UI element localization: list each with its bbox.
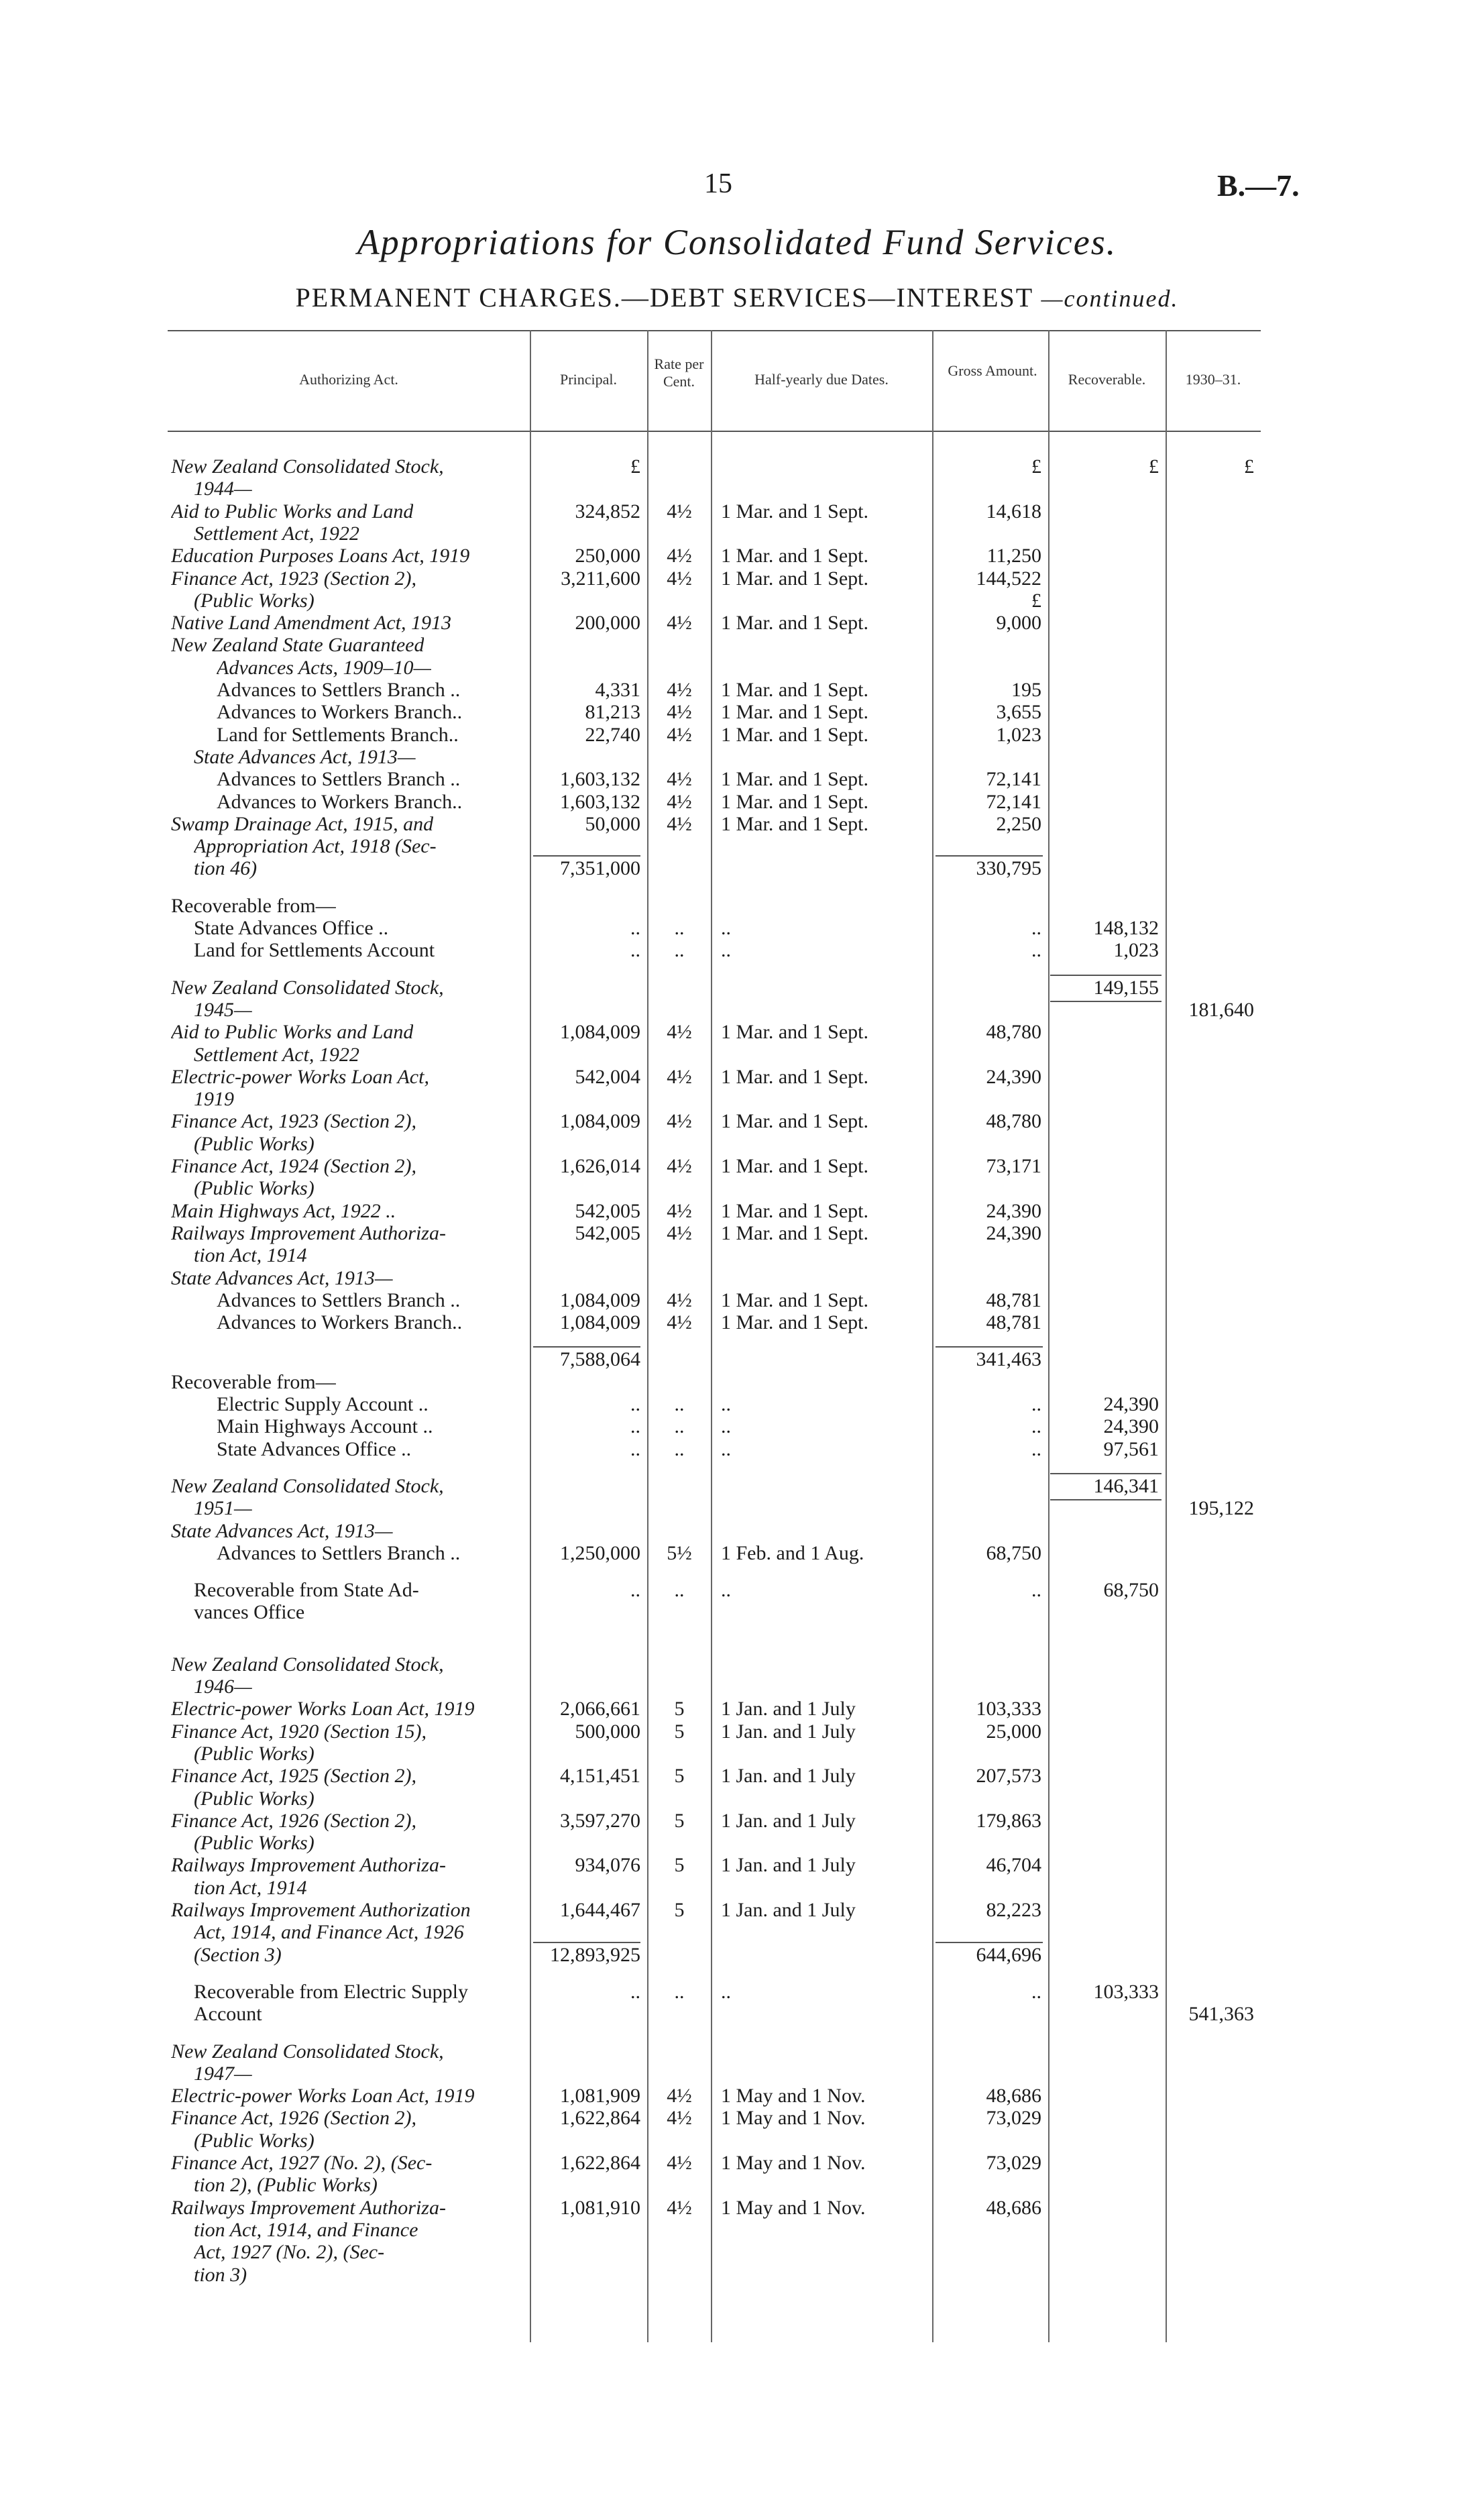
row-label: Aid to Public Works and Land	[171, 1022, 414, 1044]
cell-gross: 48,781	[986, 1311, 1041, 1334]
cell-rate: 5	[674, 1698, 685, 1720]
cell-gross: 103,333	[976, 1698, 1041, 1720]
cell-dates: 1 Mar. and 1 Sept.	[721, 1021, 868, 1044]
cell-principal: 250,000	[575, 545, 640, 567]
cell-gross: 195	[1011, 679, 1041, 701]
cell-recoverable: 24,390	[1103, 1415, 1159, 1438]
cell-gross: 1,023	[996, 723, 1041, 746]
cell-gross: ..	[1031, 1579, 1041, 1602]
cell-principal: 1,084,009	[560, 1289, 640, 1311]
cell-rate: 4½	[667, 2152, 692, 2174]
cell-dates: 1 Mar. and 1 Sept.	[721, 723, 868, 746]
cell-rate: ..	[674, 1437, 685, 1460]
cell-gross: 11,250	[986, 545, 1041, 567]
document-reference: B.—7.	[1217, 168, 1300, 203]
cell-recoverable: £	[1149, 455, 1159, 478]
cell-gross: 48,781	[986, 1289, 1041, 1311]
cell-dates: 1 Jan. and 1 July	[721, 1809, 856, 1832]
cell-dates: ..	[721, 939, 731, 962]
cell-rate: 4½	[667, 2085, 692, 2107]
row-label: Recoverable from State Ad-	[194, 1580, 419, 1602]
row-label: Native Land Amendment Act, 1913	[171, 612, 452, 635]
cell-rate: 5	[674, 1720, 685, 1743]
row-label: tion Act, 1914, and Finance	[194, 2219, 418, 2241]
cell-rate: 4½	[667, 1155, 692, 1177]
subtotal-rule	[936, 1346, 1043, 1348]
cell-rate: 4½	[667, 545, 692, 567]
cell-rate: 5	[674, 1899, 685, 1921]
cell-principal: 4,331	[595, 679, 640, 701]
cell-rate: 4½	[667, 790, 692, 813]
cell-rate: 4½	[667, 1311, 692, 1334]
row-label: 1919	[194, 1089, 234, 1111]
row-label: Aid to Public Works and Land	[171, 500, 414, 523]
cell-dates: ..	[721, 1437, 731, 1460]
cell-gross: ..	[1031, 1393, 1041, 1415]
cell-dates: ..	[721, 917, 731, 939]
row-label: Act, 1914, and Finance Act, 1926	[194, 1922, 464, 1944]
cell-rate: ..	[674, 1980, 685, 2003]
row-label: Electric-power Works Loan Act, 1919	[171, 1698, 475, 1720]
row-label: Advances to Workers Branch..	[217, 791, 463, 813]
recoverable-total-rule	[1050, 1001, 1161, 1002]
cell-rate: 4½	[667, 1221, 692, 1244]
cell-recoverable: 1,023	[1113, 939, 1159, 962]
cell-rate: 4½	[667, 701, 692, 724]
cell-gross: ..	[1031, 1980, 1041, 2003]
cell-gross: 14,618	[986, 500, 1041, 523]
cell-principal: 1,081,909	[560, 2085, 640, 2107]
cell-rate: ..	[674, 1415, 685, 1438]
cell-rate: 4½	[667, 723, 692, 746]
cell-gross: 144,522	[976, 567, 1041, 590]
cell-dates: ..	[721, 1579, 731, 1602]
row-label: Electric Supply Account ..	[217, 1394, 429, 1415]
row-label: New Zealand Consolidated Stock,	[171, 1475, 444, 1497]
column-header-gross: Gross Amount.	[948, 362, 1037, 379]
cell-gross: 73,029	[986, 2107, 1041, 2130]
row-label: Land for Settlements Account	[194, 940, 435, 962]
cell-principal: 2,066,661	[560, 1698, 640, 1720]
row-label: 1945—	[194, 999, 252, 1021]
cell-gross: 24,390	[986, 1199, 1041, 1222]
row-label: Finance Act, 1923 (Section 2),	[171, 567, 417, 590]
cell-principal: 7,351,000	[560, 857, 640, 880]
row-label: Advances to Settlers Branch ..	[217, 1289, 461, 1311]
cell-year: 181,640	[1188, 998, 1254, 1021]
row-label: tion 46)	[194, 858, 258, 880]
row-label: tion 2), (Public Works)	[194, 2175, 378, 2197]
row-label: Appropriation Act, 1918 (Sec-	[194, 836, 437, 858]
cell-principal: ..	[630, 1393, 640, 1415]
cell-dates: 1 Jan. and 1 July	[721, 1854, 856, 1877]
row-label: 1947—	[194, 2063, 252, 2085]
row-label: New Zealand Consolidated Stock,	[171, 977, 444, 999]
row-label: 1951—	[194, 1498, 252, 1520]
cell-principal: 542,004	[575, 1065, 640, 1088]
cell-gross: ..	[1031, 917, 1041, 939]
cell-principal: 500,000	[575, 1720, 640, 1743]
row-label: Education Purposes Loans Act, 1919	[171, 545, 470, 567]
row-label: (Public Works)	[194, 1178, 315, 1200]
cell-rate: 4½	[667, 500, 692, 523]
row-label: Railways Improvement Authoriza-	[171, 1855, 446, 1877]
cell-principal: 12,893,925	[550, 1943, 640, 1966]
cell-rate: 4½	[667, 768, 692, 791]
column-header-act: Authorizing Act.	[299, 371, 398, 388]
cell-dates: 1 Mar. and 1 Sept.	[721, 790, 868, 813]
cell-rate: 4½	[667, 679, 692, 701]
cell-rate: ..	[674, 1579, 685, 1602]
column-header-year: 1930–31.	[1185, 371, 1241, 388]
cell-gross: 3,655	[996, 701, 1041, 724]
row-label: (Public Works)	[194, 2130, 315, 2152]
row-label: Finance Act, 1927 (No. 2), (Sec-	[171, 2152, 433, 2174]
row-label: Settlement Act, 1922	[194, 1044, 359, 1066]
cell-principal: 542,005	[575, 1221, 640, 1244]
row-label: New Zealand Consolidated Stock,	[171, 1653, 444, 1676]
cell-rate: 4½	[667, 1199, 692, 1222]
cell-principal: 1,084,009	[560, 1311, 640, 1334]
cell-gross: 9,000	[996, 612, 1041, 635]
row-label: Electric-power Works Loan Act, 1919	[171, 2085, 475, 2107]
row-label: State Advances Act, 1913—	[194, 746, 416, 768]
cell-principal: 50,000	[585, 812, 640, 835]
row-label: Finance Act, 1926 (Section 2),	[171, 2107, 417, 2130]
cell-gross: 207,573	[976, 1765, 1041, 1788]
cell-rate: 4½	[667, 567, 692, 590]
cell-dates: 1 Mar. and 1 Sept.	[721, 612, 868, 635]
cell-gross: 25,000	[986, 1720, 1041, 1743]
column-header-principal: Principal.	[560, 371, 617, 388]
row-label: Finance Act, 1920 (Section 15),	[171, 1720, 427, 1743]
cell-gross: 73,029	[986, 2152, 1041, 2174]
cell-recoverable: 97,561	[1103, 1437, 1159, 1460]
row-label: Settlement Act, 1922	[194, 523, 359, 545]
cell-gross: £	[1031, 589, 1041, 612]
row-label: Finance Act, 1924 (Section 2),	[171, 1156, 417, 1177]
cell-recoverable: 146,341	[1093, 1474, 1159, 1497]
cell-dates: ..	[721, 1393, 731, 1415]
cell-dates: 1 Feb. and 1 Aug.	[721, 1541, 864, 1564]
column-header-rate: Rate per Cent.	[654, 355, 704, 390]
row-label: Advances to Settlers Branch ..	[217, 769, 461, 791]
row-label: Advances to Workers Branch..	[217, 1312, 463, 1334]
cell-gross: 330,795	[976, 857, 1041, 880]
cell-dates: 1 May and 1 Nov.	[721, 2085, 866, 2107]
cell-principal: ..	[630, 1980, 640, 2003]
row-label: (Public Works)	[194, 1133, 315, 1155]
cell-gross: 72,141	[986, 790, 1041, 813]
cell-principal: 81,213	[585, 701, 640, 724]
cell-year: 541,363	[1188, 2003, 1254, 2026]
cell-principal: 3,597,270	[560, 1809, 640, 1832]
cell-principal: 1,603,132	[560, 768, 640, 791]
cell-gross: 179,863	[976, 1809, 1041, 1832]
row-label: (Section 3)	[194, 1944, 282, 1966]
cell-principal: 1,622,864	[560, 2107, 640, 2130]
row-label: Railways Improvement Authoriza-	[171, 1222, 446, 1244]
cell-dates: 1 Mar. and 1 Sept.	[721, 500, 868, 523]
row-label: (Public Works)	[194, 1743, 315, 1765]
cell-dates: 1 Mar. and 1 Sept.	[721, 567, 868, 590]
row-label: Account	[194, 2004, 262, 2026]
cell-dates: 1 Jan. and 1 July	[721, 1765, 856, 1788]
cell-principal: 1,081,910	[560, 2196, 640, 2219]
cell-gross: 82,223	[986, 1899, 1041, 1921]
row-label: State Advances Office ..	[217, 1438, 412, 1460]
cell-principal: 1,603,132	[560, 790, 640, 813]
recoverable-total-rule	[1050, 1499, 1161, 1500]
row-label: Advances to Settlers Branch ..	[217, 679, 461, 701]
recoverable-total-rule	[1050, 975, 1161, 976]
row-label: Recoverable from—	[171, 1371, 336, 1393]
row-label: Main Highways Act, 1922 ..	[171, 1200, 396, 1222]
cell-gross: 48,780	[986, 1021, 1041, 1044]
cell-year: £	[1244, 455, 1254, 478]
cell-dates: 1 Mar. and 1 Sept.	[721, 679, 868, 701]
cell-dates: 1 Mar. and 1 Sept.	[721, 1155, 868, 1177]
cell-principal: ..	[630, 1437, 640, 1460]
cell-principal: ..	[630, 939, 640, 962]
cell-dates: 1 Mar. and 1 Sept.	[721, 545, 868, 567]
row-label: 1946—	[194, 1676, 252, 1698]
cell-principal: 542,005	[575, 1199, 640, 1222]
cell-dates: 1 Mar. and 1 Sept.	[721, 701, 868, 724]
cell-dates: 1 May and 1 Nov.	[721, 2152, 866, 2174]
cell-dates: 1 Mar. and 1 Sept.	[721, 768, 868, 791]
cell-recoverable: 68,750	[1103, 1579, 1159, 1602]
cell-rate: 5	[674, 1854, 685, 1877]
cell-gross: 24,390	[986, 1221, 1041, 1244]
cell-rate: 4½	[667, 1289, 692, 1311]
cell-principal: 7,588,064	[560, 1348, 640, 1371]
cell-rate: ..	[674, 917, 685, 939]
row-label: (Public Works)	[194, 1788, 315, 1810]
cell-gross: 2,250	[996, 812, 1041, 835]
cell-rate: 5½	[667, 1541, 692, 1564]
cell-gross: 48,780	[986, 1110, 1041, 1133]
page-number: 15	[704, 168, 732, 199]
cell-rate: 5	[674, 1809, 685, 1832]
subtotal-rule	[936, 1942, 1043, 1943]
cell-dates: 1 Mar. and 1 Sept.	[721, 812, 868, 835]
row-label: Advances Acts, 1909–10—	[217, 657, 432, 679]
row-label: New Zealand Consolidated Stock,	[171, 456, 444, 478]
cell-dates: 1 Mar. and 1 Sept.	[721, 1110, 868, 1133]
cell-rate: 4½	[667, 1021, 692, 1044]
cell-principal: ..	[630, 917, 640, 939]
cell-gross: 72,141	[986, 768, 1041, 791]
cell-recoverable: 148,132	[1093, 917, 1159, 939]
cell-principal: 1,084,009	[560, 1021, 640, 1044]
row-label: Finance Act, 1923 (Section 2),	[171, 1111, 417, 1133]
subtitle-continued: —continued.	[1041, 285, 1179, 312]
cell-principal: 3,211,600	[561, 567, 640, 590]
cell-gross: 73,171	[986, 1155, 1041, 1177]
row-label: Advances to Workers Branch..	[217, 702, 463, 724]
row-label: State Advances Act, 1913—	[171, 1267, 393, 1289]
row-label: (Public Works)	[194, 590, 315, 612]
cell-principal: 1,084,009	[560, 1110, 640, 1133]
row-label: tion Act, 1914	[194, 1245, 307, 1267]
cell-dates: 1 Mar. and 1 Sept.	[721, 1199, 868, 1222]
cell-principal: 4,151,451	[560, 1765, 640, 1788]
cell-gross: 48,686	[986, 2085, 1041, 2107]
cell-rate: 4½	[667, 2107, 692, 2130]
cell-principal: ..	[630, 1415, 640, 1438]
cell-principal: 1,626,014	[560, 1155, 640, 1177]
cell-dates: 1 May and 1 Nov.	[721, 2107, 866, 2130]
cell-principal: 1,250,000	[560, 1541, 640, 1564]
row-label: Main Highways Account ..	[217, 1416, 433, 1438]
cell-rate: 4½	[667, 2196, 692, 2219]
row-label: Recoverable from—	[171, 895, 336, 917]
cell-rate: 4½	[667, 812, 692, 835]
cell-principal: £	[630, 455, 640, 478]
cell-rate: ..	[674, 939, 685, 962]
row-label: State Advances Act, 1913—	[171, 1520, 393, 1542]
row-label: Electric-power Works Loan Act,	[171, 1066, 429, 1088]
column-header-recoverable: Recoverable.	[1068, 371, 1146, 388]
cell-gross: ..	[1031, 1415, 1041, 1438]
cell-principal: 324,852	[575, 500, 640, 523]
subtotal-rule	[533, 855, 640, 857]
cell-year: 195,122	[1188, 1497, 1254, 1520]
cell-dates: 1 Jan. and 1 July	[721, 1698, 856, 1720]
row-label: Railways Improvement Authoriza-	[171, 2197, 446, 2219]
cell-gross: £	[1031, 455, 1041, 478]
cell-gross: ..	[1031, 939, 1041, 962]
subtotal-rule	[533, 1346, 640, 1348]
row-label: Railways Improvement Authorization	[171, 1900, 471, 1921]
column-header-dates: Half-yearly due Dates.	[754, 371, 889, 388]
cell-rate: 4½	[667, 1110, 692, 1133]
cell-dates: 1 Mar. and 1 Sept.	[721, 1311, 868, 1334]
cell-gross: 68,750	[986, 1541, 1041, 1564]
cell-dates: ..	[721, 1980, 731, 2003]
cell-gross: 341,463	[976, 1348, 1041, 1371]
cell-principal: 1,644,467	[560, 1899, 640, 1921]
row-label: New Zealand Consolidated Stock,	[171, 2040, 444, 2063]
cell-principal: 200,000	[575, 612, 640, 635]
cell-rate: 4½	[667, 1065, 692, 1088]
row-label: Recoverable from Electric Supply	[194, 1981, 469, 2003]
cell-gross: 644,696	[976, 1943, 1041, 1966]
cell-dates: 1 Mar. and 1 Sept.	[721, 1289, 868, 1311]
cell-principal: 1,622,864	[560, 2152, 640, 2174]
subtitle-main: PERMANENT CHARGES.—DEBT SERVICES—INTEREST	[295, 282, 1033, 313]
cell-dates: 1 May and 1 Nov.	[721, 2196, 866, 2219]
cell-gross: ..	[1031, 1437, 1041, 1460]
cell-dates: 1 Mar. and 1 Sept.	[721, 1221, 868, 1244]
cell-recoverable: 149,155	[1093, 976, 1159, 999]
row-label: tion Act, 1914	[194, 1877, 307, 1899]
subtotal-rule	[533, 1942, 640, 1943]
row-label: 1944—	[194, 478, 252, 500]
cell-rate: 4½	[667, 612, 692, 635]
row-label: (Public Works)	[194, 1832, 315, 1855]
cell-recoverable: 24,390	[1103, 1393, 1159, 1415]
cell-principal: 22,740	[585, 723, 640, 746]
page-title: Appropriations for Consolidated Fund Services.	[357, 222, 1117, 262]
recoverable-total-rule	[1050, 1473, 1161, 1474]
row-label: tion 3)	[194, 2264, 247, 2286]
cell-principal: ..	[630, 1579, 640, 1602]
row-label: Act, 1927 (No. 2), (Sec-	[194, 2242, 385, 2264]
cell-gross: 46,704	[986, 1854, 1041, 1877]
row-label: Finance Act, 1925 (Section 2),	[171, 1765, 417, 1788]
cell-rate: 5	[674, 1765, 685, 1788]
row-label: vances Office	[194, 1602, 305, 1624]
cell-dates: 1 Mar. and 1 Sept.	[721, 1065, 868, 1088]
cell-dates: 1 Jan. and 1 July	[721, 1720, 856, 1743]
cell-dates: ..	[721, 1415, 731, 1438]
subtotal-rule	[936, 855, 1043, 857]
row-label: New Zealand State Guaranteed	[171, 635, 424, 657]
row-label: State Advances Office ..	[194, 918, 389, 939]
cell-rate: ..	[674, 1393, 685, 1415]
cell-gross: 24,390	[986, 1065, 1041, 1088]
row-label: Advances to Settlers Branch ..	[217, 1542, 461, 1564]
cell-recoverable: 103,333	[1093, 1980, 1159, 2003]
cell-gross: 48,686	[986, 2196, 1041, 2219]
cell-dates: 1 Jan. and 1 July	[721, 1899, 856, 1921]
cell-principal: 934,076	[575, 1854, 640, 1877]
row-label: Land for Settlements Branch..	[217, 724, 459, 746]
row-label: Finance Act, 1926 (Section 2),	[171, 1810, 417, 1832]
row-label: Swamp Drainage Act, 1915, and	[171, 813, 434, 835]
